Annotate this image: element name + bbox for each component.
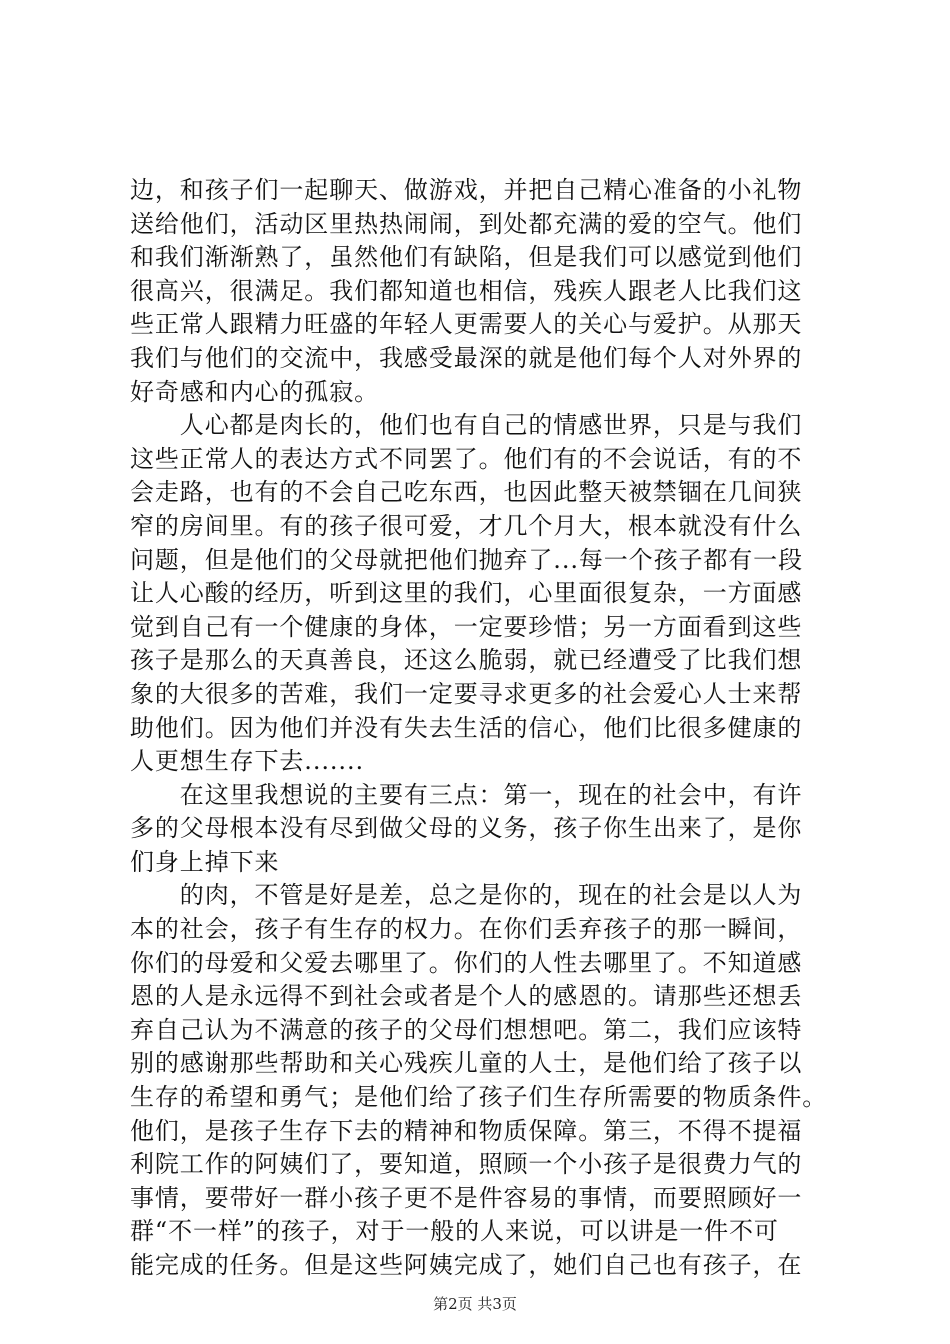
text-line: 恩的人是永远得不到社会或者是个人的感恩的。请那些还想丢 (130, 982, 803, 1011)
text-line: 他们，是孩子生存下去的精神和物质保障。第三，不得不提福 (130, 1116, 803, 1145)
text-line: 本的社会，孩子有生存的权力。在你们丢弃孩子的那一瞬间， (130, 915, 803, 944)
text-line: 和我们渐渐熟了，虽然他们有缺陷，但是我们可以感觉到他们 (130, 243, 803, 272)
text-line: 边，和孩子们一起聊天、做游戏，并把自己精心准备的小礼物 (130, 176, 803, 204)
text-line: 窄的房间里。有的孩子很可爱，才几个月大，根本就没有什么 (130, 511, 803, 540)
body-text (130, 174, 850, 1283)
text-line: 好奇感和内心的孤寂。 (130, 377, 379, 406)
text-line: 事情，要带好一群小孩子更不是件容易的事情，而要照顾好一 (130, 1183, 803, 1212)
text-line: 多的父母根本没有尽到做父母的义务，孩子你生出来了，是你 (130, 814, 803, 843)
text-line: 能完成的任务。但是这些阿姨完成了，她们自己也有孩子，在 (130, 1251, 803, 1279)
text-line: 象的大很多的苦难，我们一定要寻求更多的社会爱心人士来帮 (130, 679, 803, 708)
text-line: 让人心酸的经历，听到这里的我们，心里面很复杂，一方面感 (130, 579, 803, 608)
text-line: 们身上掉下来 (130, 847, 280, 876)
text-line: 会走路，也有的不会自己吃东西，也因此整天被禁锢在几间狭 (130, 478, 803, 507)
page-footer (0, 1294, 950, 1314)
text-line: 问题，但是他们的父母就把他们抛弃了...每一个孩子都有一段 (130, 545, 803, 574)
text-line: 人心都是肉长的，他们也有自己的情感世界，只是与我们 (130, 411, 803, 440)
text-line: 这些正常人的表达方式不同罢了。他们有的不会说话，有的不 (130, 444, 803, 473)
text-line: 弃自己认为不满意的孩子的父母们想想吧。第二，我们应该特 (130, 1015, 803, 1044)
text-line: 生存的希望和勇气；是他们给了孩子们生存所需要的物质条件。 (130, 1083, 828, 1112)
text-line: 在这里我想说的主要有三点：第一，现在的社会中，有许 (130, 780, 803, 809)
text-line: 我们与他们的交流中，我感受最深的就是他们每个人对外界的 (130, 343, 803, 372)
text-line: 别的感谢那些帮助和关心残疾儿童的人士，是他们给了孩子以 (130, 1049, 803, 1078)
text-line: 送给他们，活动区里热热闹闹，到处都充满的爱的空气。他们 (130, 209, 803, 238)
text-line: 利院工作的阿姨们了，要知道，照顾一个小孩子是很费力气的 (130, 1150, 803, 1179)
text-line: 群“不一样”的孩子，对于一般的人来说，可以讲是一件不可 (130, 1217, 779, 1246)
text-line: 很高兴，很满足。我们都知道也相信，残疾人跟老人比我们这 (130, 276, 803, 305)
text-line: 的肉，不管是好是差，总之是你的，现在的社会是以人为 (130, 881, 803, 910)
text-line: 些正常人跟精力旺盛的年轻人更需要人的关心与爱护。从那天 (130, 310, 803, 339)
text-line: 觉到自己有一个健康的身体，一定要珍惜；另一方面看到这些 (130, 612, 803, 641)
text-line: 人更想生存下去....... (130, 747, 365, 776)
page-number: 第2页 共3页 (433, 1295, 517, 1313)
text-line: 你们的母爱和父爱去哪里了。你们的人性去哪里了。不知道感 (130, 948, 803, 977)
text-line: 孩子是那么的天真善良，还这么脆弱，就已经遭受了比我们想 (130, 646, 803, 675)
text-line: 助他们。因为他们并没有失去生活的信心，他们比很多健康的 (130, 713, 803, 742)
